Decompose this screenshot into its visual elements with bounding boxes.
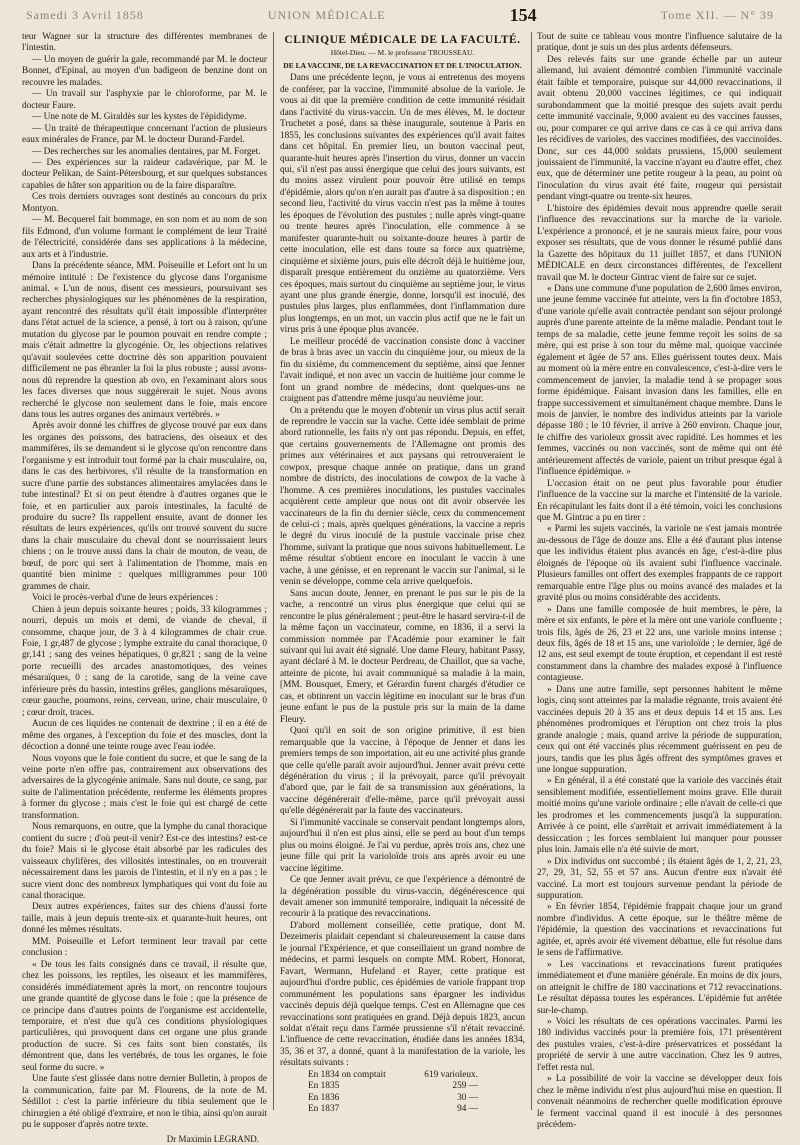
paragraph: » En général, il a été constaté que la variole des vaccinés était sensiblement modifiée, essentiellement moins grave. Elle durait moitié moins qu'une variole ordinaire ; elle n'avait de celle-ci que les prodromes et les commencements jusqu'à la suppuration. Arrivée à ce point, elle s'arrêtait et arrivait immédiatement à la dessiccation ; les forces semblaient lui manquer pour pousser plus loin. Jamais elle n'a été suivie de mort. — [537, 776, 782, 856]
paragraph: » Voici les résultats de ces opérations vaccinales. Parmi les 180 individus vaccinés pour la première fois, 171 présentèrent des pustules vraies, c'est-à-dire préservatrices et possédant la propriété de servir à une autre vaccination. Chez les 9 autres, l'effet resta nul. — [537, 1016, 782, 1073]
column-divider — [531, 32, 532, 1110]
column-clinic-lecture — [280, 32, 526, 1115]
paragraph: Si l'immunité vaccinale se conservait pendant longtemps alors, aujourd'hui il n'en est plus ainsi, elle se perd au bout d'un temps plus ou moins éloigné. Je l'ai vu perdue, après trois ans, chez une jeune fille qui prit la varioloïde trois ans après avoir eu une vaccine légitime. — [280, 817, 525, 874]
table-row — [308, 1104, 478, 1115]
table-year: En 1834 on comptait — [308, 1069, 386, 1080]
paragraph: Voici le procès-verbal d'une de leurs expériences : — [32, 593, 219, 604]
table-count: 94 — — [457, 1104, 478, 1115]
header-date: Samedi 3 Avril 1858 — [26, 7, 144, 22]
table-count: 30 — — [457, 1092, 478, 1103]
paragraph: L'histoire des épidémies devait nous apprendre quelle serait l'influence des revaccinations sur la marche de la variole. L'expérience a prononcé, et je ne saurais mieux faire, pour vous exposer ses résultats, que de vous donner le résumé publié dans la Gazette des hôpitaux du 11 juillet 1857, et dans l'UNION MÉDICALE en deux circonstances différentes, de l'excellent travail que M. le docteur Gintrac vient de faire sur ce sujet. — [537, 203, 782, 283]
paragraph: » La possibilité de voir la vaccine se développer deux fois chez le même individu n'est plus aujourd'hui mise en question. Il convenait néanmoins de rechercher quelle modification éprouve le ferment vaccinal quand il est inoculé à des personnes précédem- — [537, 1074, 782, 1131]
columns — [22, 32, 782, 1144]
page-header — [0, 0, 800, 30]
page-number: 154 — [509, 4, 537, 25]
table-year: En 1837 — [308, 1104, 340, 1115]
paragraph: Dans la précédente séance, MM. Poiseuille et Lefort ont lu un mémoire intitulé : De l'existence du glycose dans l'organisme animal. « L'un de nous, disent ces messieurs, poursuivant ses recherches physiologiques sur les phénomènes de la respiration, ayant rencontré des résultats qu'il était impossible d'interpréter dans l'état actuel de la science, a pensé, à tort ou à raison, qu'une mutation du glycose par le poumon pouvait en rendre compte ; mais c'était admettre la glycogénie. Or, les objections relatives qu'avait soulevées cette doctrine dès son apparition pouvaient difficilement ne pas ébranler la foi la plus robuste ; aussi avons-nous dû reprendre la question ab ovo, en l'examinant alors sous les faces diverses que nous suggérerait le sujet. Nous avons recherché le glycose non seulement dans le foie, mais encore dans tous les autres organes des animaux vertébrés. » — [22, 261, 267, 420]
paragraph: Des relevés faits sur une grande échelle par un auteur allemand, lui avaient démontré combien l'immunité vaccinale était faible et temporaire, puisque sur 44,000 revaccinations, il avait obtenu 20,000 vaccines légitimes, ce qui indiquait surabondamment que la moitié presque des sujets avait perdu cette immunité vaccinale, 9,000 avaient eu des vaccines fausses, ou, pour comparer ce qui arrive dans ce cas à ce qui arriva dans les récidives de varioles, des vaccines modifiées, des vaccinoïdes. Donc, sur ces 44,000 soldats prussiens, 15,000 seulement jouissaient de l'immunité, la vaccine n'ayant eu d'autre effet, chez eux, que de déterminer une petite rougeur à la peau, au point où l'inoculation du virus avait été faite, rougeur qui persistait pendant vingt-quatre ou trente-six heures. — [537, 54, 782, 203]
table-year: En 1835 — [308, 1081, 340, 1092]
paragraph: « Parmi les sujets vaccinés, la variole ne s'est jamais montrée au-dessous de l'âge de douze ans. Elle a été d'autant plus intense que les individus étaient plus avancés en âge, c'est-à-dire plus éloignés de l'époque où ils avaient subi l'influence vaccinale. Plusieurs familles ont offert des exemples frappants de ce rapport remarquable entre l'âge plus ou moins avancé des malades et la gravité plus ou moins considérable des accidents. — [537, 524, 782, 604]
paragraph: Deux autres expériences, faites sur des chiens d'aussi forte taille, mais à jeun depuis trente-six et quarante-huit heures, ont donné les mêmes résultats. — [22, 902, 267, 936]
column-divider — [273, 32, 274, 1110]
paragraph: « Dans une commune d'une population de 2,600 âmes environ, une jeune femme vaccinée fut atteinte, vers la fin d'octobre 1853, d'une variole qu'elle avait contractée pendant son séjour prolongé auprès d'une parente atteinte de la même maladie. Pendant tout le temps de sa maladie, cette jeune femme reçoit les soins de sa mère, qui est prise à son tour du même mal, quoique vaccinée également et âgée de 57 ans. Elles guérissent toutes deux. Mais au moment où la mère entre en convalescence, c'est-à-dire vers le commencement de janvier, la maladie tend à se propager sous forme épidémique. Faisant invasion dans les familles, elle en frappe successivement et simultanément chaque membre. Dans le mois de janvier, le nombre des individus atteints par la variole dépasse 180 ; le 10 février, il arrive à 260 environ. Chaque jour, le chiffre des varioleux grossit avec rapidité. Les hommes et les femmes, vaccinés ou non vaccinés, sont de même qui ont été antérieurement affectés de variole, paient un tribut presque égal à l'influence épidémique. » — [537, 283, 782, 478]
paragraph: » Dans une famille composée de huit membres, le père, la mère et six enfants, le père et la mère ont une variole confluente ; trois fils, âgés de 26, 23 et 22 ans, une variole moins intense ; deux fils, âgés de 18 et 15 ans, une varioloïde ; le dernier, âgé de 12 ans, est seul exempt de toute éruption, et cependant il est resté constamment dans la chambre des malades exposé à l'influence contagieuse. — [537, 604, 782, 684]
paragraph: » Dans une autre famille, sept personnes habitent le même logis, cinq sont atteintes par la maladie régnante, trois avaient été vaccinées depuis 20 à 35 ans et deux depuis 14 et 15 ans. Les phénomènes prodromiques et l'éruption ont chez trois la plus grande analogie ; mais, quand arrive la période de suppuration, ceux qui ont été vaccinés plus récemment guérissent en peu de jours, tandis que les plus âgés offrent des symptômes graves et une longue suppuration. — [537, 684, 782, 775]
paragraph: Nous voyons que le foie contient du sucre, et que le sang de la veine porte n'en offre pas, contrairement aux observations des adversaires de la glycogénie animale. Sans nul doute, ce sang, par suite de l'alimentation précédente, renferme les éléments propres à former du glycose ; mais c'est le foie qui est chargé de cette transformation. — [22, 753, 267, 821]
paragraph: « De tous les faits consignés dans ce travail, il résulte que, chez les poissons, les reptiles, les oiseaux et les mammifères, considérés immédiatement après la mort, on rencontre toujours une grande quantité de glycose dans le foie ; que la présence de ce principe dans d'autres points de l'organisme est accidentelle, temporaire, et n'est due qu'à ces conditions physiologiques particulières, qui provoquent dans cet organe une plus grande production de sucre. Si ces faits sont bien constatés, ils démontrent que, dans les vertébrés, de tous les organes, le foie seul forme du sucre. » — [22, 959, 267, 1073]
table-count: 259 — — [452, 1081, 478, 1092]
paragraph: — Des expériences sur la raideur cadavérique, par M. le docteur Pelikan, de Saint-Pétersbourg, et sur quelques substances capables de hâter son apparition ou de la faire disparaître. — [22, 157, 267, 191]
paragraph: Le meilleur procédé de vaccination consiste donc à vacciner de bras à bras avec un vaccin du cinquième jour, ou mieux de la fin du sixième, du commencement du septième, ainsi que Jenner l'avait indiqué, et non avec un vaccin de huitième jour comme le font un grand nombre de médecins, dont quelques-uns ne craignent pas d'attendre même jusqu'au neuvième jour. — [280, 336, 525, 405]
lecture-body — [280, 73, 525, 1069]
author-signature: Dr Maximin LEGRAND. — [166, 1133, 259, 1144]
paragraph: teur Wagner sur la structure des différentes membranes de l'intestin. — [22, 32, 267, 54]
paragraph: » En février 1854, l'épidémie frappait chaque jour un grand nombre d'individus. A cette époque, sur le théâtre même de l'épidémie, la question des vaccinations et revaccinations fut agitée, et, après avoir été vivement débattue, elle fut résolue dans le sens de l'affirmative. — [537, 902, 782, 959]
paragraph: Quoi qu'il en soit de son origine primitive, il est bien remarquable que la vaccine, à l'époque de Jenner et dans les premiers temps de son importation, ait eu une activité plus grande que celle qu'elle paraît avoir aujourd'hui. Jenner avait prévu cette dégénération du virus ; il la prévoyait, parce qu'il prévoyait d'abord que, par le fait de sa transmission aux générations, la vaccine dégénérerait d'elle-même, parce qu'il prévoyait aussi qu'elle dégénérerait par la faute des vaccinateurs. — [280, 726, 526, 817]
paragraph: Dans une précédente leçon, je vous ai entretenus des moyens de conférer, par la vaccine, l'immunité absolue de la variole. Je vous ai dit que la première condition de cette immunité résidait dans l'activité du virus-vaccin. Un de mes élèves, M. le docteur Truchetet a posé, dans sa thèse inaugurale, soutenue à Paris en 1855, les conclusions suivantes des expériences qu'il avait faites dans cet hôpital. En premier lieu, un bouton vaccinal peut, quarante-huit heures après l'insertion du virus, donner un vaccin qui, s'il n'est pas aussi énergique que celui des jours suivants, est du moins assez virulent pour pouvoir être utilisé en temps d'épidémie, alors qu'on n'en aurait pas d'autre à sa disposition ; en second lieu, l'activité du virus vaccin n'est pas la même à toutes les époques de l'évolution des pustules ; nulle après vingt-quatre ou trente heures après l'inoculation, elle commence à se manifester quarante-huit ou soixante-douze heures à partir de cette inoculation, elle est dans toute sa force aux quatrième, cinquième et sixième jours, puis elle décroît déjà le huitième jour, disparaît presque entièrement du onzième au quatorzième. Vers ces époques, mais surtout du cinquième au septième jour, le virus ayant une plus grande énergie, donne, lorsqu'il est inoculé, des pustules plus larges, plus enflammées, dont l'inflammation dure plus longtemps, en un mot, un vaccin plus actif que ne le fait un virus pris à une époque plus avancée. — [280, 73, 525, 336]
paragraph: — M. Becquerel fait hommage, en son nom et au nom de son fils Edmond, d'un volume formant le complément de leur Traité de l'électricité, considérée dans ses applications à la médecine, aux arts et à l'industrie. — [22, 215, 267, 260]
table-row — [308, 1081, 478, 1092]
header-journal: UNION MÉDICALE — [267, 7, 386, 22]
section-title: CLINIQUE MÉDICALE DE LA FACULTÉ. — [284, 34, 521, 46]
paragraph: L'occasion était on ne peut plus favorable pour étudier l'influence de la vaccine sur la marche et l'intensité de la variole. En récapitulant les faits dont il a été témoin, voici les conclusions que M. Gintrac a pu en tirer : — [537, 478, 782, 524]
section-heading: DE LA VACCINE, DE LA REVACCINATION ET DE L'INOCULATION. — [283, 60, 522, 70]
header-volume: Tome XII. — N° 39 — [660, 7, 774, 22]
paragraph: — Un traité de thérapeutique concernant l'action de plusieurs eaux minérales de France, par M. le docteur Durand-Fardel. — [22, 123, 267, 146]
paragraph: — Une note de M. Giraldès sur les kystes de l'épididyme. — [32, 112, 247, 123]
table-year: En 1836 — [308, 1092, 340, 1103]
paragraph: — Des recherches sur les anomalies dentaires, par M. Forget. — [32, 146, 261, 157]
paragraph: — Un travail sur l'asphyxie par le chloroforme, par M. le docteur Faure. — [22, 89, 267, 111]
column-lecture-continued — [537, 32, 782, 1131]
paragraph: — Un moyen de guérir la gale, recommandé par M. le docteur Bonnet, d'Epinal, au moyen d'un badigeon de benzine dont on recouvre les malades. — [22, 54, 267, 88]
paragraph: Aucun de ces liquides ne contenait de dextrine ; il en a été de même des organes, à l'exception du foie et des muscles, dont la décoction a donné une teinte rouge avec l'eau iodée. — [22, 719, 267, 753]
table-count: 619 varioleux. — [424, 1069, 478, 1080]
paragraph: » Les vaccinations et revaccinations furent pratiquées immédiatement et d'une manière générale. En moins de dix jours, on atteignit le chiffre de 180 vaccinations et 712 revaccinations. Le résultat dépassa toutes les espérances. L'épidémie fut arrêtée sur-le-champ. — [537, 959, 782, 1016]
paragraph: MM. Poiseuille et Lefort terminent leur travail par cette conclusion : — [22, 936, 267, 959]
paragraph: Ces trois derniers ouvrages sont destinés au concours du prix Montyon. — [22, 192, 267, 214]
table-row — [308, 1070, 478, 1081]
paragraph: » Dix individus ont succombé ; ils étaient âgés de 1, 2, 21, 23, 27, 29, 31, 52, 55 et 57 ans. Aucun d'entre eux n'avait été vacciné. La mort est toujours survenue pendant la période de suppuration. — [537, 856, 782, 901]
table-row — [308, 1093, 478, 1104]
paragraph: Tout de suite ce tableau vous montre l'influence salutaire de la pratique, dont je suis un des plus ardents défenseurs. — [537, 32, 782, 54]
paragraph: Après avoir donné les chiffres de glycose trouvé par eux dans les organes des poissons, des batraciens, des oiseaux et des mammifères, ils se demandent si le glycose qu'on rencontre dans l'organisme y est introduit tout formé par la chair musculaire, ou, dans le cas des herbivores, s'il résulte de la transformation en sucre d'une partie des substances alimentaires amylacées dans le tube intestinal? Et si on peut étendre à d'autres organes que le foie, et en particulier aux parois intestinales, la faculté de produire du sucre? Ils rappellent ensuite, avant de donner les résultats de leurs expériences, qu'ils ont trouvé souvent du sucre dans la chair musculaire du cheval dont se nourrissaient leurs chiens ; on le trouve aussi dans la chair de mouton, de veau, de bœuf, de porc qui sert à l'alimentation de l'homme, mais en quantité bien minime : quelques milligrammes pour 100 grammes de chair. — [22, 421, 267, 592]
variola-stats-table — [308, 1070, 525, 1116]
paragraph: Nous remarquons, en outre, que la lymphe du canal thoracique contient du sucre ; d'où peut-il venir? Est-ce des intestins? est-ce du foie? Mais si le glycose était absorbé par les radicules des vaisseaux chylifères, des villosités intestinales, on en trouverait nécessairement dans les parois de l'intestin, et il n'y en a pas ; le sucre vient donc des nombreux lymphatiques qui vont du foie au canal thoracique. — [22, 822, 267, 901]
paragraph: Une faute s'est glissée dans notre dernier Bulletin, à propos de la communication, faite par M. Flourens, de la note de M. Sédillot : c'est la partie inférieure du tibia seulement que le chirurgien a été obligé d'extraire, et non le tibia, ainsi qu'on aurait pu le supposer d'après notre texte. — [22, 1074, 267, 1131]
paragraph: Sans aucun doute, Jenner, en prenant le pus sur le pis de la vache, a rencontré un virus plus énergique que celui qui se rencontre le plus généralement ; peut-être le hasard servira-t-il de la même façon un vaccinateur, comme, en 1836, il a servi la commission nommée par l'Académie pour examiner le fait suivant qui lui avait été signalé. Une dame Fleury, habitant Passy, ayant déclaré à M. le docteur Perdreau, de Chaillot, que sa vache, atteinte de picote, lui avait communiqué sa maladie à la main, [MM. Bousquet, Emery, et Gérardin furent chargés d'étudier ce cas, et obtinrent un vaccin légitime en inoculant sur le bras d'un jeune enfant le pus de la pustule pris sur la main de la dame Fleury. — [280, 588, 525, 725]
section-subtitle: Hôtel-Dieu. — M. le professeur TROUSSEAU. — [330, 48, 475, 58]
paragraph: On a prétendu que le moyen d'obtenir un virus plus actif serait de reprendre le vaccin sur la vache. Cette idée semblait de prime abord rationnelle, les faits n'y ont pas répondu. Depuis, en effet, que certains gouvernements de l'Allemagne ont promis des primes aux vétérinaires et aux paysans qui retrouveraient le cowpox, presque chaque année on pratique, dans un grand nombre de districts, des inoculations de cowpox de la vache à l'homme. A ces premières inoculations, les pustules vaccinales acquièrent cette ampleur que nous ont dit avoir observée les vaccinateurs de la fin du dernier siècle, ceux du commencement de celui-ci ; mais, après quelques générations, la vaccine a repris le degré du virus inoculé de la pustule vaccinale prise chez l'homme, suivant la pratique que nous suivons habituellement. Le même résultat s'obtient encore en inoculant le vaccin à une vache, à une génisse, et en reprenant le vaccin sur l'animal, si le venin se développe, comme cela arrive quelquefois. — [280, 405, 525, 588]
paragraph: Ce que Jenner avait prévu, ce que l'expérience a démontré de la dégénération possible du virus-vaccin, dégénérescence qui devait amener son immunité temporaire, indiquait la nécessité de recourir à la pratique des revaccinations. — [280, 875, 525, 920]
paragraph: Chien à jeun depuis soixante heures ; poids, 33 kilogrammes ; nourri, depuis un mois et demi, de viande de cheval, il consomme, chaque jour, de 3 à 4 kilogrammes de chair crue. Foie, 1 gr,487 de glycose ; lymphe extraite du canal thoracique, 0 gr,141 ; sang des veines hépatiques, 0 gr,821 ; sang de la veine porte recueilli des arcades anastomotiques, des veines mésaraïques, 0 ; sang de la carotide, sang de la veine cave inférieure près du bassin, intestins grêles, ganglions mésaraïques, cœur gauche, poumons, reins, cerveau, urine, chair musculaire, 0 ; cœur droit, traces. — [22, 604, 267, 718]
paragraph: D'abord mollement conseillée, cette pratique, dont M. Dezeimeris plaidait cependant si chaleureusement la cause dans le journal l'Expérience, et que conseillaient un grand nombre de médecins, et parmi lesquels on compte MM. Robert, Honorat, Favart, Wermann, Hufeland et Rayer, cette pratique est aujourd'hui d'ordre public, ces épidémies de variole frappant trop communément les populations sans épargner les individus vaccinés depuis déjà quelque temps. C'est en Allemagne que ces revaccinations sont pratiquées en grand. Déjà depuis 1823, aucun soldat n'était reçu dans l'armée prussienne s'il n'était revacciné. L'influence de cette revaccination, étudiée dans les années 1834, 35, 36 et 37, a donné, quant à la manifestation de la variole, les résultats suivants : — [280, 920, 525, 1069]
column-academy-report — [22, 32, 267, 1144]
